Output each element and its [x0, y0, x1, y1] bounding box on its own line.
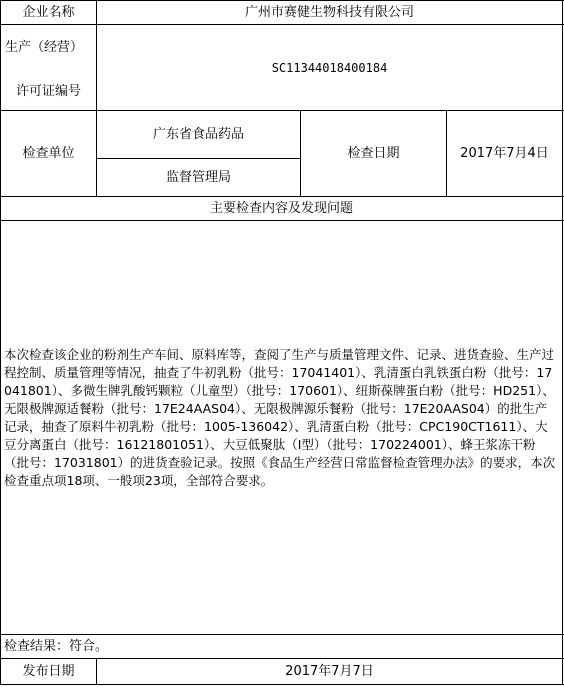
license-number: SC11344018400184: [271, 60, 388, 75]
license-label-line2: 许可证编号: [15, 84, 81, 99]
inspection-result: 检查结果：符合。: [4, 638, 109, 654]
inspection-date-label: 检查日期: [347, 145, 400, 161]
publish-date-value: 2017年7月7日: [285, 663, 374, 679]
company-name: 广州市赛健生物科技有限公司: [244, 4, 414, 20]
findings-content: 本次检查该企业的粉剂生产车间、原料库等，查阅了生产与质量管理文件、记录、进货查验、生产过程控制、质量管理等情况，抽查了牛初乳粉（批号：17041401）、乳清蛋白乳铁蛋白粉（批号：17041801）、多微生牌乳酸钙颗粒（儿童型）（批号：170601）、纽斯葆牌蛋白粉（批号：HD251）、无限极牌源适餐粉（批号：17E24AAS04）、无限极牌源乐餐粉（批号：17E20AAS04）的批生产记录，抽查了原料牛初乳粉（批号：1005-136042）、乳清蛋白粉（批号：CPC190CT1611）、大豆分离蛋白（批号：16121801051）、大豆低聚肽（I型）（批号：170224001）、蜂王浆冻干粉（批号：17031801）的进货查验记录。按照《食品生产经营日常监督检查管理办法》的要求，本次检查重点项18项、一般项23项，全部符合要求。: [4, 347, 556, 488]
inspection-unit-line2: 监督管理局: [165, 169, 231, 185]
license-label-line1: 生产（经营）: [5, 40, 84, 55]
border-bottom: [0, 684, 564, 685]
border-right: [562, 0, 563, 685]
findings-section-title: 主要检查内容及发现问题: [209, 200, 353, 216]
divider-section-title: [0, 220, 564, 221]
inspection-unit-label: 检查单位: [22, 145, 75, 161]
publish-date-label: 发布日期: [22, 663, 75, 679]
company-label: 企业名称: [22, 4, 75, 20]
inspection-date-value: 2017年7月4日: [460, 145, 549, 161]
inspection-unit-line1: 广东省食品药品: [152, 126, 244, 142]
